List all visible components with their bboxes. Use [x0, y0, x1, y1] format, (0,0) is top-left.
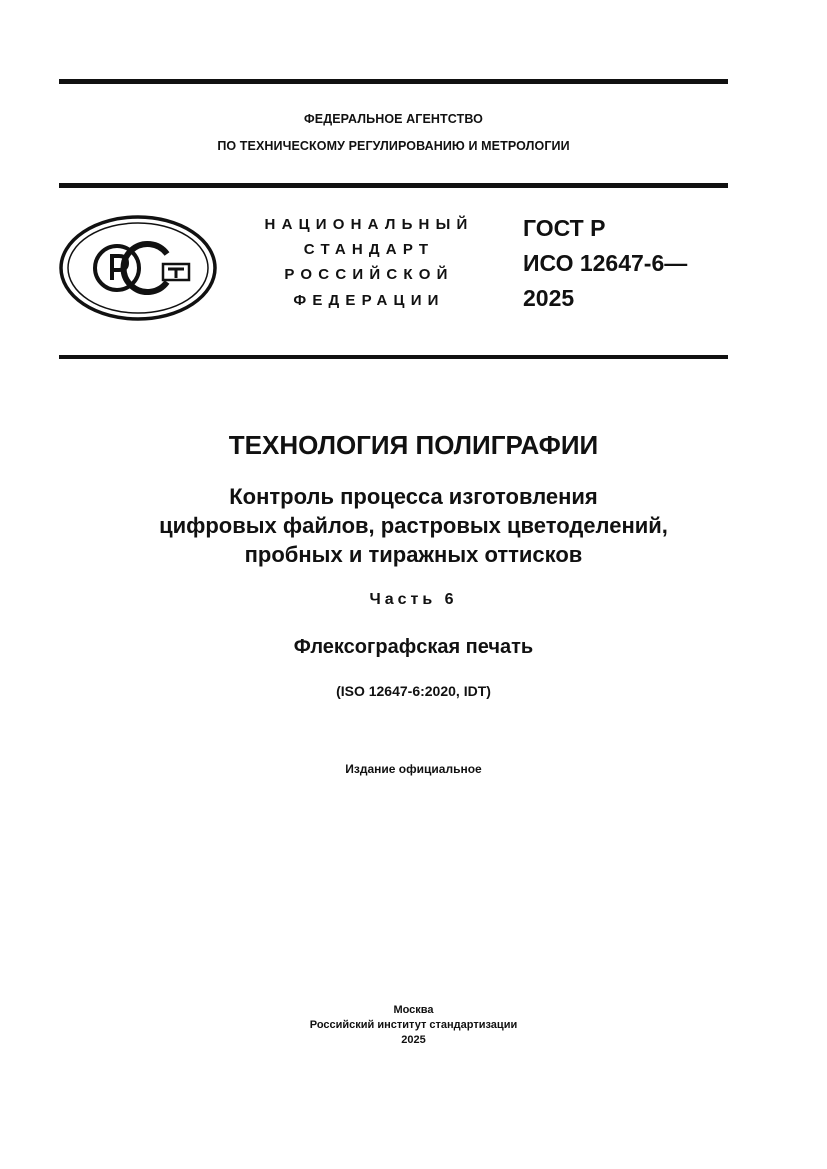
publisher-city: Москва — [393, 1004, 434, 1016]
subtitle-line-2: цифровых файлов, растровых цветоделений, — [159, 513, 668, 538]
bottom-rule — [59, 355, 728, 359]
agency-line-1: ФЕДЕРАЛЬНОЕ АГЕНТСТВО — [304, 112, 483, 126]
agency-line-2: ПО ТЕХНИЧЕСКОМУ РЕГУЛИРОВАНИЮ И МЕТРОЛОГИИ — [217, 139, 570, 153]
iso-reference: (ISO 12647-6:2020, IDT) — [336, 683, 491, 699]
standard-type-line-2: СТАНДАРТ — [303, 241, 435, 258]
publisher-name: Российский институт стандартизации — [309, 1019, 518, 1031]
standard-type-line-3: РОССИЙСКОЙ — [284, 266, 454, 283]
designation-line-1: ГОСТ Р — [523, 215, 606, 241]
middle-rule — [59, 183, 728, 188]
publication-year: 2025 — [401, 1034, 426, 1046]
part-number: Часть 6 — [369, 591, 458, 608]
standard-type-line-4: ФЕДЕРАЦИИ — [293, 292, 445, 309]
designation-line-3: 2025 — [523, 285, 575, 311]
subtitle-line-3: пробных и тиражных оттисков — [244, 542, 583, 567]
document-title: ТЕХНОЛОГИЯ ПОЛИГРАФИИ — [228, 430, 599, 460]
standard-type-line-1: НАЦИОНАЛЬНЫЙ — [264, 216, 474, 233]
designation-line-2: ИСО 12647-6— — [523, 250, 688, 276]
top-rule — [59, 79, 728, 84]
part-title: Флексографская печать — [293, 636, 534, 658]
subtitle-line-1: Контроль процесса изготовления — [229, 484, 598, 509]
edition-note: Издание официальное — [345, 762, 482, 776]
gost-r-logo-icon — [59, 214, 217, 322]
